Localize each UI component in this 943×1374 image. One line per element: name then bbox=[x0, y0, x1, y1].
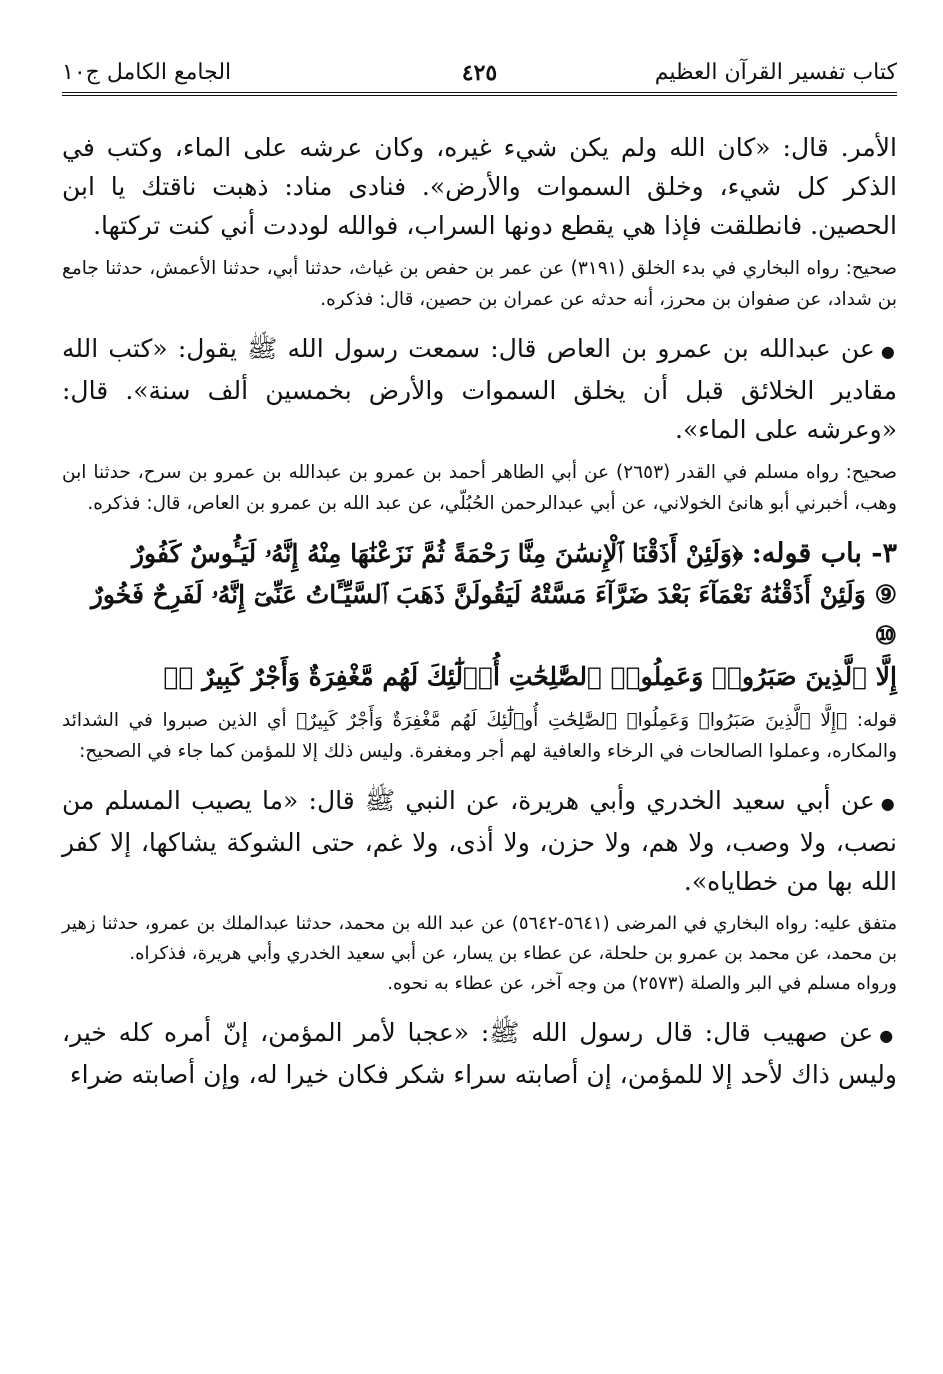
chapter-heading bbox=[62, 533, 897, 697]
header-rule-thin bbox=[62, 95, 897, 96]
source-note-2: صحيح: رواه مسلم في القدر (٢٦٥٣) عن أبي الطاهر أحمد بن عمرو بن عبدالله بن عمرو بن سرح، حدثنا ابن وهب، أخبرني أبو هانئ الخولاني، عن أبي عبدالرحمن الحُبُلّي، عن عبد الله بن عمرو بن العاص، قال: فذكره. bbox=[62, 462, 897, 514]
volume-label: الجامع الكامل ج١٠ bbox=[62, 60, 232, 85]
source-note-3: متفق عليه: رواه البخاري في المرضى (٥٦٤١-٥٦٤٢) عن عبد الله بن محمد، حدثنا عبدالملك بن عمرو، حدثنا زهير بن محمد، عن محمد بن عمرو بن حلحلة، عن عطاء بن يسار، عن أبي سعيد الخدري وأبي هريرة، فذكراه. bbox=[62, 913, 897, 964]
book-page bbox=[62, 50, 897, 1094]
page-number: ٤٢٥ bbox=[461, 60, 498, 86]
paragraph-1: الأمر. قال: «كان الله ولم يكن شيء غيره، وكان عرشه على الماء، وكتب في الذكر كل شيء، وخلق السموات والأرض». فنادى مناد: ذهبت ناقتك يا ابن الحصين. فانطلقت فإذا هي يقطع دونها السراب، فوالله لوددت أني كنت تركتها. bbox=[62, 133, 897, 240]
verse-line-1 bbox=[62, 533, 897, 574]
paragraph-5-text: عن صهيب قال: قال رسول الله ﷺ: «عجبا لأمر المؤمن، إنّ أمره كله خير، وليس ذاك لأحد إلا للمؤمن، إن أصابته سراء شكر فكان خيرا له، وإن أصابته ضراء bbox=[62, 1018, 897, 1089]
verse-text-1: ﴿وَلَئِنْ أَذَقْنَا ٱلْإِنسَٰنَ مِنَّا رَحْمَةً ثُمَّ نَزَعْنَٰهَا مِنْهُ إِنَّهُۥ لَيَـُٔوسٌ كَفُورٌ bbox=[131, 539, 744, 568]
paragraph-2-text: عن عبدالله بن عمرو بن العاص قال: سمعت رسول الله ﷺ يقول: «كتب الله مقادير الخلائق قبل أن يخلق السموات والأرض بخمسين ألف سنة». قال: «وعرشه على الماء». bbox=[62, 334, 897, 444]
paragraph-5 bbox=[62, 1013, 897, 1094]
verse-line-2: ⑨ وَلَئِنْ أَذَقْنَٰهُ نَعْمَآءَ بَعْدَ ضَرَّآءَ مَسَّتْهُ لَيَقُولَنَّ ذَهَبَ ٱلسَّيِّـَٔاتُ عَنِّىٓ إِنَّهُۥ لَفَرِحٌ فَخُورٌ ⑩ bbox=[90, 580, 897, 650]
header-rule bbox=[62, 92, 897, 93]
paragraph-4 bbox=[62, 781, 897, 901]
commentary-paragraph: قوله: ﴿إِلَّا ٱلَّذِينَ صَبَرُوا۟ وَعَمِلُوا۟ ٱلصَّٰلِحَٰتِ أُو۟لَٰٓئِكَ لَهُم مَّغْفِرَةٌ وَأَجْرٌ كَبِيرٌ﴾ أي الذين صبروا في الشدائد والمكاره، وعملوا الصالحات في الرخاء والعافية لهم أجر ومغفرة. وليس ذلك إلا للمؤمن كما جاء في الصحيح: bbox=[62, 710, 897, 762]
bullet-icon: ● bbox=[880, 794, 897, 813]
verse-line-3: إِلَّا ٱلَّذِينَ صَبَرُوا۟ وَعَمِلُوا۟ ٱلصَّٰلِحَٰتِ أُو۟لَٰٓئِكَ لَهُم مَّغْفِرَةٌ وَأَجْرٌ كَبِيرٌ ⑪﴾ bbox=[163, 662, 897, 691]
source-note-1: صحيح: رواه البخاري في بدء الخلق (٣١٩١) عن عمر بن حفص بن غياث، حدثنا أبي، حدثنا الأعمش، حدثنا جامع بن شداد، عن صفوان بن محرز، أنه حدثه عن عمران بن حصين، قال: فذكره. bbox=[62, 258, 897, 310]
paragraph-2 bbox=[62, 329, 897, 449]
bullet-icon: ● bbox=[879, 1026, 897, 1045]
chapter-label: ٣- باب قوله: bbox=[751, 538, 897, 569]
page-header bbox=[62, 50, 897, 94]
source-note-4: ورواه مسلم في البر والصلة (٢٥٧٣) من وجه آخر، عن عطاء به نحوه. bbox=[387, 973, 897, 994]
bullet-icon: ● bbox=[880, 342, 897, 361]
paragraph-4-text: عن أبي سعيد الخدري وأبي هريرة، عن النبي ﷺ قال: «ما يصيب المسلم من نصب، ولا وصب، ولا هم، ولا حزن، ولا أذى، ولا غم، حتى الشوكة يشاكها، إلا كفر الله بها من خطاياه». bbox=[62, 786, 897, 896]
book-title: كتاب تفسير القرآن العظيم bbox=[654, 60, 897, 85]
